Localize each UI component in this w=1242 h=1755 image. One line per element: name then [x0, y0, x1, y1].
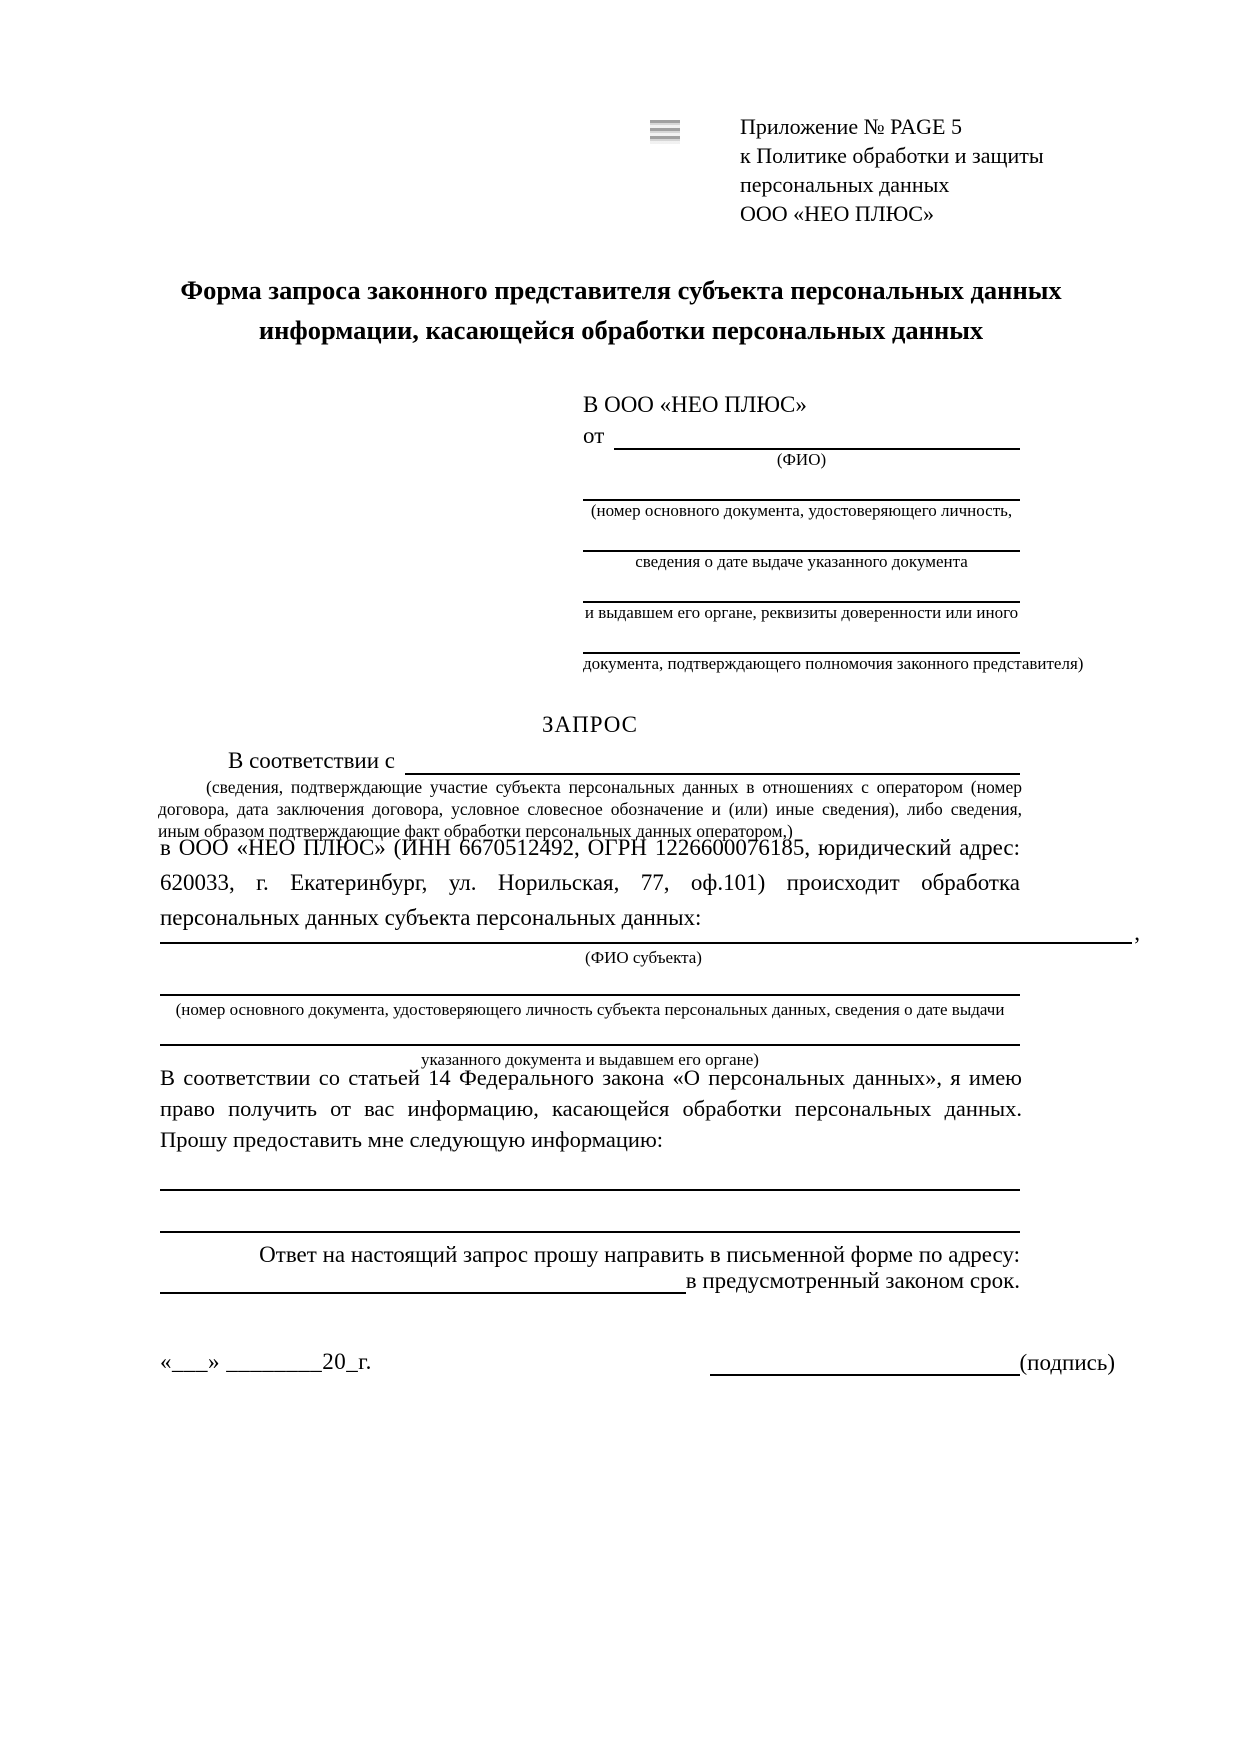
operator-paragraph: в ООО «НЕО ПЛЮС» (ИНН 6670512492, ОГРН 1226600076185, юридический адрес: 620033, г. Екатеринбург, ул. Норильская, 77, оф.101) происходит обработка персональных данных субъекта персональных данных: [160, 835, 1020, 930]
document-number-fill-line[interactable] [583, 470, 1020, 501]
title-line-1: Форма запроса законного представителя субъекта персональных данных [180, 275, 1062, 305]
subject-document-caption: (номер основного документа, удостоверяющего личность субъекта персональных данных, сведения о дате выдачи [175, 1000, 1005, 1019]
addressee-to: В ООО «НЕО ПЛЮС» [583, 392, 807, 417]
issue-date-fill-line[interactable] [583, 521, 1020, 552]
basis-fine-print: (сведения, подтверждающие участие субъекта персональных данных в отношениях с оператором (номер договора, дата заключения договора, условное словесное обозначение и (или) иные сведения), либо сведения, иным образом подтверждающие факт обработки персональных данных оператором,) [158, 777, 1022, 841]
addressee-block [583, 390, 1084, 674]
annex-line: Приложение № PAGE 5 [740, 114, 962, 139]
request-heading: ЗАПРОС [541, 712, 639, 737]
footer-row [160, 1348, 1115, 1376]
basis-fill-line[interactable] [405, 749, 1020, 775]
subject-fio-suffix: , [1134, 920, 1140, 945]
annex-line: к Политике обработки и защиты [740, 143, 1044, 168]
issuing-authority-fill-line[interactable] [583, 572, 1020, 603]
subject-fio-fill-line[interactable] [160, 920, 1132, 944]
subject-document-fill-line[interactable] [160, 968, 1020, 996]
subject-authority-caption: указанного документа и выдавшем его органе) [421, 1050, 759, 1069]
annex-header [740, 112, 1044, 228]
requested-info-fill-line-1[interactable] [160, 1160, 1020, 1191]
annex-line: ООО «НЕО ПЛЮС» [740, 201, 934, 226]
signature-caption: (подпись) [1019, 1350, 1115, 1375]
subject-fio-row [160, 920, 1140, 944]
signature-group [710, 1350, 1115, 1376]
authority-document-caption: документа, подтверждающего полномочия законного представителя) [583, 654, 1084, 673]
from-row [583, 420, 1020, 450]
fio-caption: (ФИО) [776, 450, 827, 469]
rights-paragraph: В соответствии со статьей 14 Федерального закона «О персональных данных», я имею право получить от вас информацию, касающейся обработки персональных данных. Прошу предоставить мне следующую информацию: [160, 1065, 1022, 1152]
requested-info-fill-line-2[interactable] [160, 1202, 1020, 1233]
fio-fill-line[interactable] [614, 424, 1020, 450]
intro-row [160, 745, 1020, 775]
authority-document-fill-line[interactable] [583, 623, 1020, 654]
title-line-2: информации, касающейся обработки персональных данных [258, 315, 984, 345]
striped-table-thumbnail-icon [650, 120, 680, 144]
reply-instruction: Ответ на настоящий запрос прошу направить в письменной форме по адресу: [259, 1242, 1020, 1267]
annex-line: персональных данных [740, 172, 950, 197]
reply-address-row [160, 1268, 1020, 1294]
issue-date-caption: сведения о дате выдаче указанного документа [635, 552, 968, 571]
document-title [100, 270, 1142, 350]
issuing-authority-caption: и выдавшем его органе, реквизиты доверенности или иного [584, 603, 1019, 622]
date-fill-blank[interactable]: «___» ________20_г. [160, 1349, 372, 1374]
reply-suffix: в предусмотренный законом срок. [685, 1268, 1020, 1293]
reply-address-fill-line[interactable] [160, 1270, 686, 1294]
from-label: от [583, 423, 605, 448]
signature-fill-line[interactable] [710, 1352, 1020, 1376]
subject-fio-caption: (ФИО субъекта) [585, 948, 702, 967]
subject-authority-fill-line[interactable] [160, 1020, 1020, 1046]
document-number-caption: (номер основного документа, удостоверяющего личность, [590, 501, 1013, 520]
intro-label: В соответствии с [228, 748, 396, 773]
